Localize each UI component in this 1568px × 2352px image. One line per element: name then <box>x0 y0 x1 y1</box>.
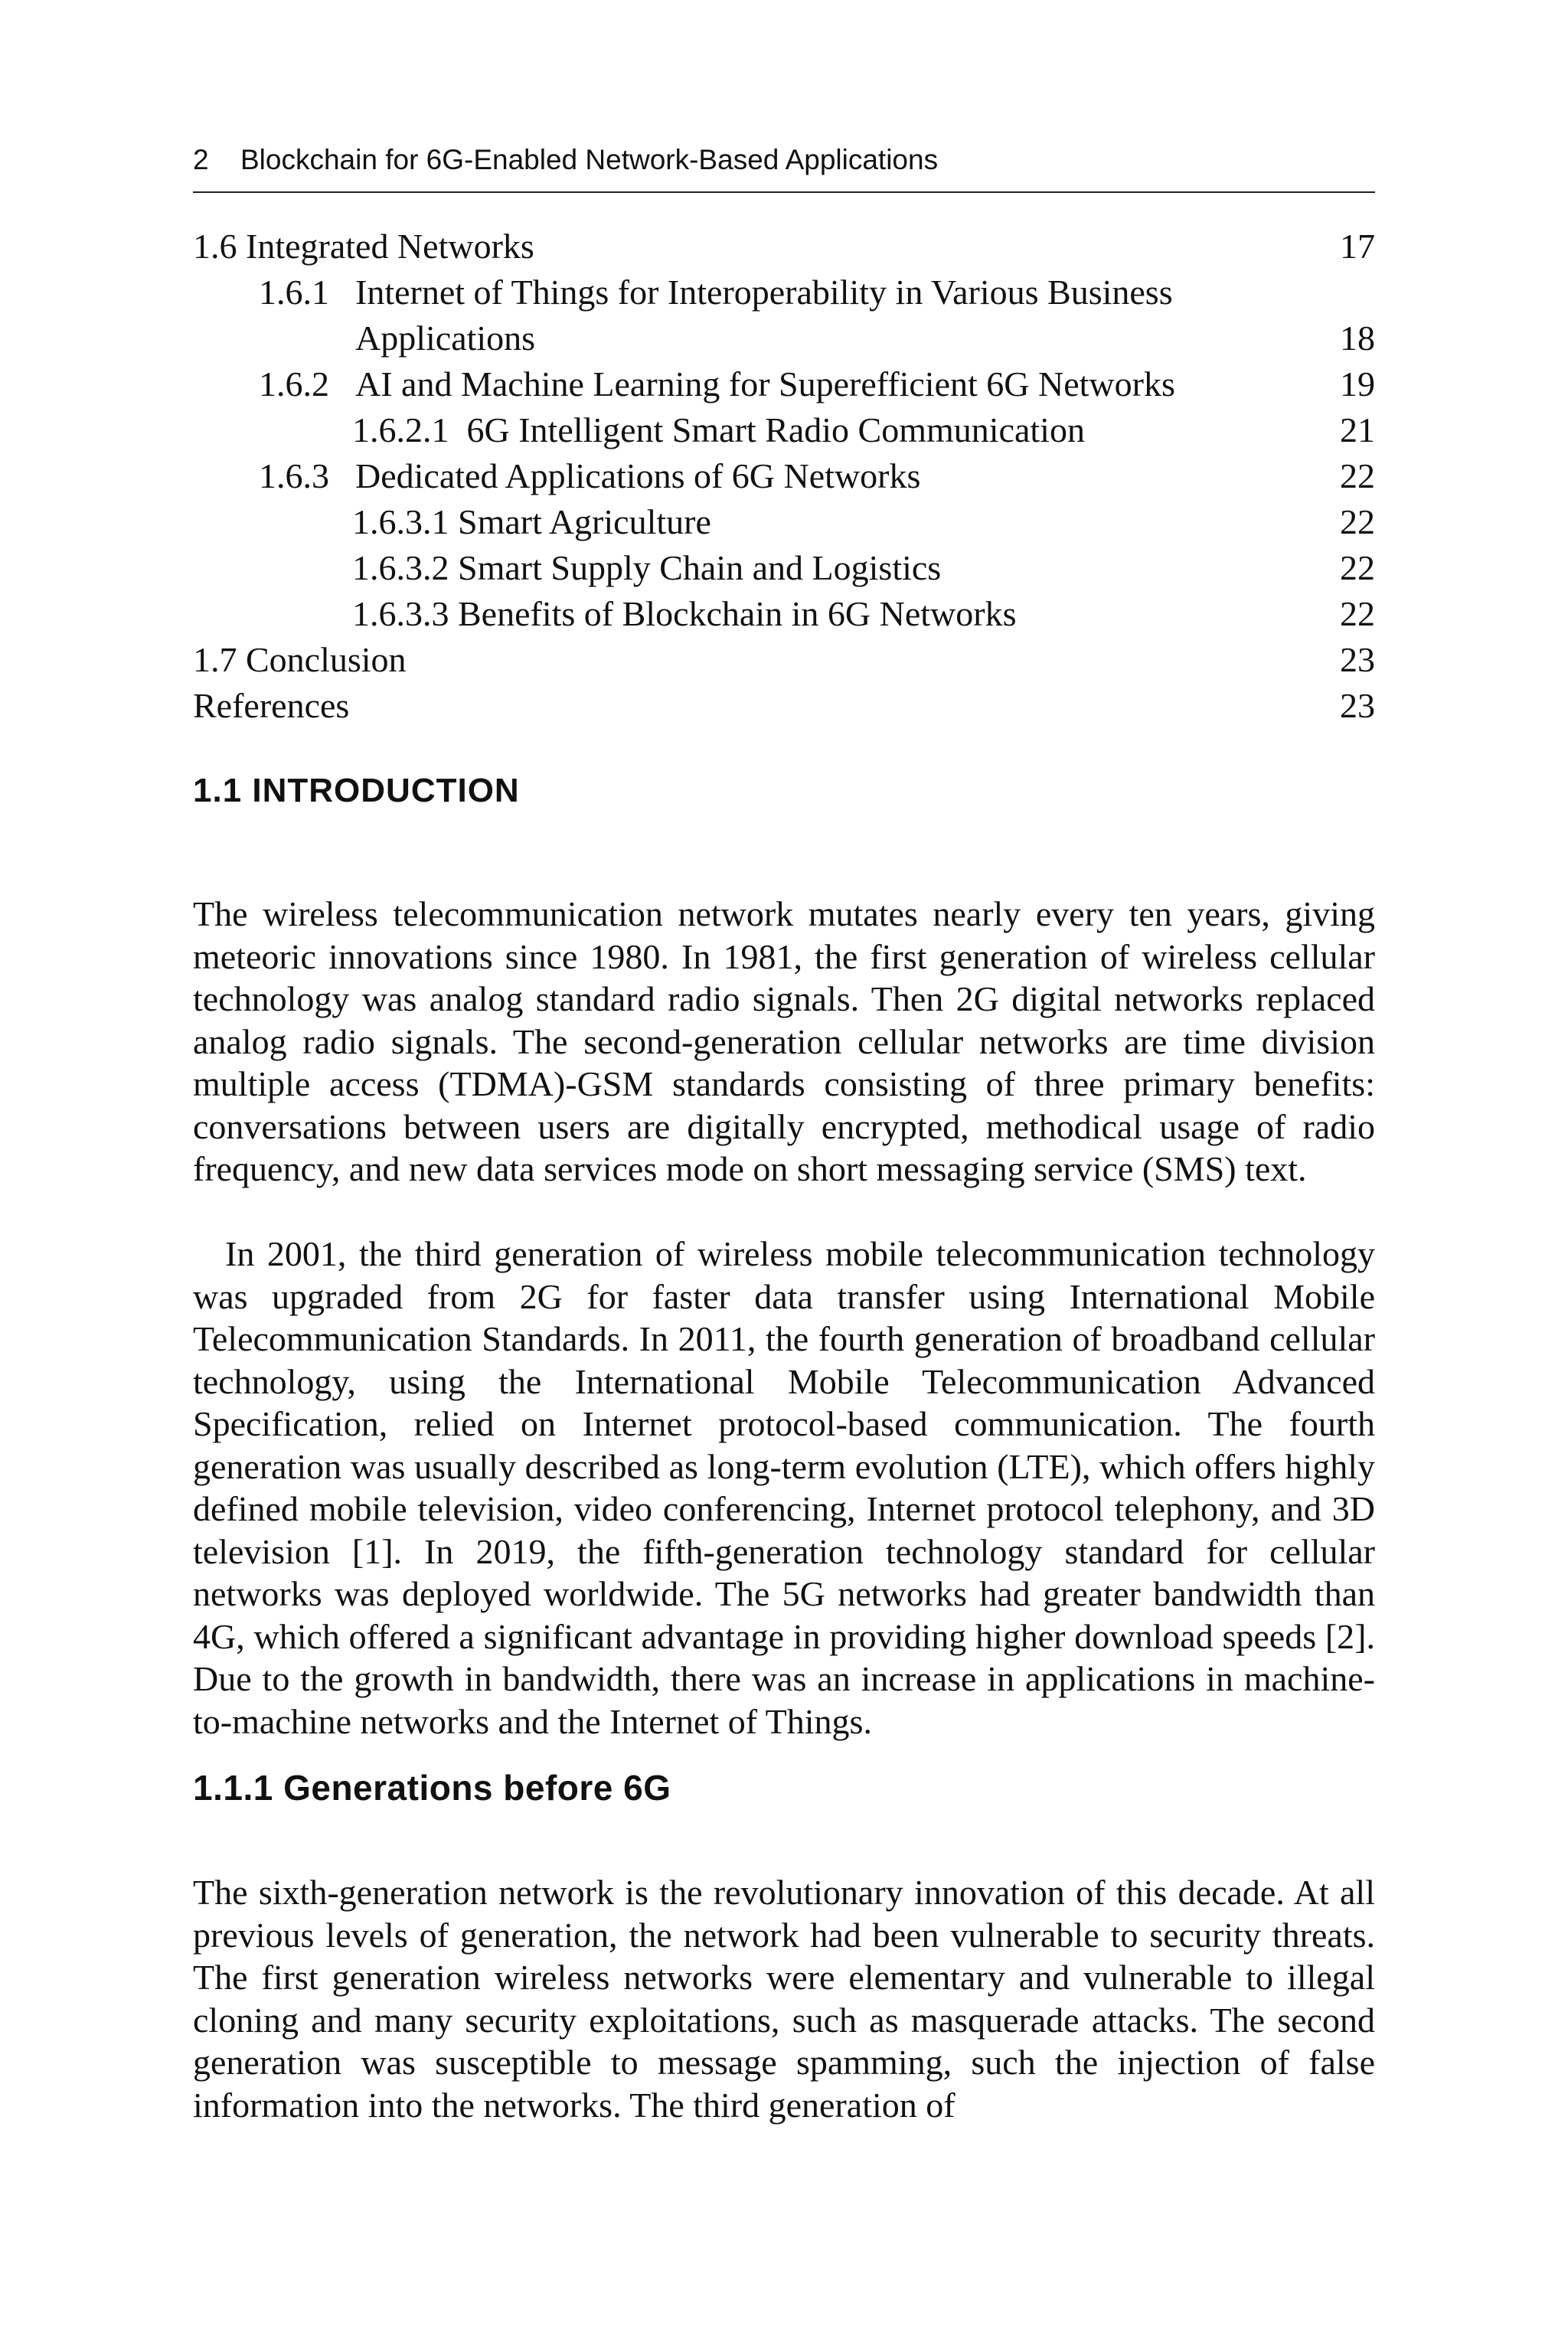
toc-title: Internet of Things for Interoperability in Various Business <box>355 273 1173 312</box>
toc-entry <box>193 224 1375 270</box>
toc-entry <box>193 591 1375 637</box>
toc-number: 1.6 <box>193 227 237 266</box>
toc-entry <box>193 545 1375 591</box>
toc-page: 18 <box>1340 318 1375 358</box>
toc-title: Benefits of Blockchain in 6G Networks <box>458 594 1017 633</box>
toc-title: Integrated Networks <box>246 227 534 266</box>
toc-number: 1.6.2.1 <box>352 410 449 449</box>
running-title: Blockchain for 6G-Enabled Network-Based Applications <box>240 144 939 175</box>
body-paragraph: The sixth-generation network is the revolutionary innovation of this decade. At all previous levels of generation, the network had been vulnerable to security threats. The first generation wireless networks were elementary and vulnerable to illegal cloning and many security exploitations, such as masquerade attacks. The second generation was susceptible to message spamming, such the injection of false information into the networks. The third generation of <box>193 1873 1375 2125</box>
toc-title: Conclusion <box>246 640 407 679</box>
toc-title: Smart Agriculture <box>458 502 711 541</box>
page-header <box>193 135 1375 193</box>
toc-page: 23 <box>1340 686 1375 725</box>
toc-entry <box>193 499 1375 545</box>
body-paragraph: In 2001, the third generation of wireless mobile telecommunication technology was upgraded from 2G for faster data transfer using International Mobile Telecommunication Standards. In 2011, the fourth generation of broadband cellular technology, using the International Mobile Telecommunication Advanced Specification, relied on Internet protocol-based communication. The fourth generation was usually described as long-term evolution (LTE), which offers highly defined mobile television, video conferencing, Internet protocol telephony, and 3D television [1]. In 2019, the fifth-generation technology standard for cellular networks was deployed worldwide. The 5G networks had greater bandwidth than 4G, which offered a significant advantage in providing higher download speeds [2]. Due to the growth in bandwidth, there was an increase in applications in machine-to-machine networks and the Internet of Things. <box>193 1234 1375 1741</box>
toc-page: 22 <box>1340 548 1375 587</box>
toc-title: Dedicated Applications of 6G Networks <box>355 456 921 495</box>
page-number: 2 <box>193 144 209 175</box>
subsection-heading: 1.1.1 Generations before 6G <box>193 1768 671 1808</box>
toc-number: 1.6.3.3 <box>352 594 449 633</box>
toc-number: 1.6.2 <box>259 364 329 403</box>
toc-number: 1.6.1 <box>259 273 329 312</box>
toc-entry <box>193 270 1375 361</box>
toc-entry <box>193 453 1375 499</box>
toc-title: References <box>193 686 350 725</box>
body-paragraph: The wireless telecommunication network mutates nearly every ten years, giving meteoric innovations since 1980. In 1981, the first generation of wireless cellular technology was analog standard radio signals. Then 2G digital networks replaced analog radio signals. The second-generation cellular networks are time division multiple access (TDMA)-GSM standards consisting of three primary benefits: conversations between users are digitally encrypted, methodical usage of radio frequency, and new data services mode on short messaging service (SMS) text. <box>193 894 1375 1188</box>
toc-number: 1.7 <box>193 640 237 679</box>
section-heading: 1.1 INTRODUCTION <box>193 772 520 809</box>
toc-entry <box>193 361 1375 407</box>
toc-title: 6G Intelligent Smart Radio Communication <box>466 410 1085 449</box>
toc-number: 1.6.3.1 <box>352 502 449 541</box>
toc-page: 23 <box>1340 640 1375 679</box>
table-of-contents <box>193 224 1375 729</box>
toc-title: AI and Machine Learning for Superefficient 6G Networks <box>355 364 1175 403</box>
toc-title: Smart Supply Chain and Logistics <box>458 548 942 587</box>
toc-page: 22 <box>1340 594 1375 633</box>
toc-page: 21 <box>1340 410 1375 449</box>
toc-entry <box>193 683 1375 729</box>
toc-number: 1.6.3 <box>259 456 329 495</box>
toc-entry <box>193 407 1375 453</box>
toc-number: 1.6.3.2 <box>352 548 449 587</box>
toc-page: 22 <box>1340 502 1375 541</box>
toc-page: 22 <box>1340 456 1375 495</box>
toc-entry <box>193 637 1375 683</box>
toc-page: 19 <box>1340 364 1375 403</box>
toc-page: 17 <box>1340 227 1375 266</box>
toc-title-continued: Applications <box>355 318 536 358</box>
